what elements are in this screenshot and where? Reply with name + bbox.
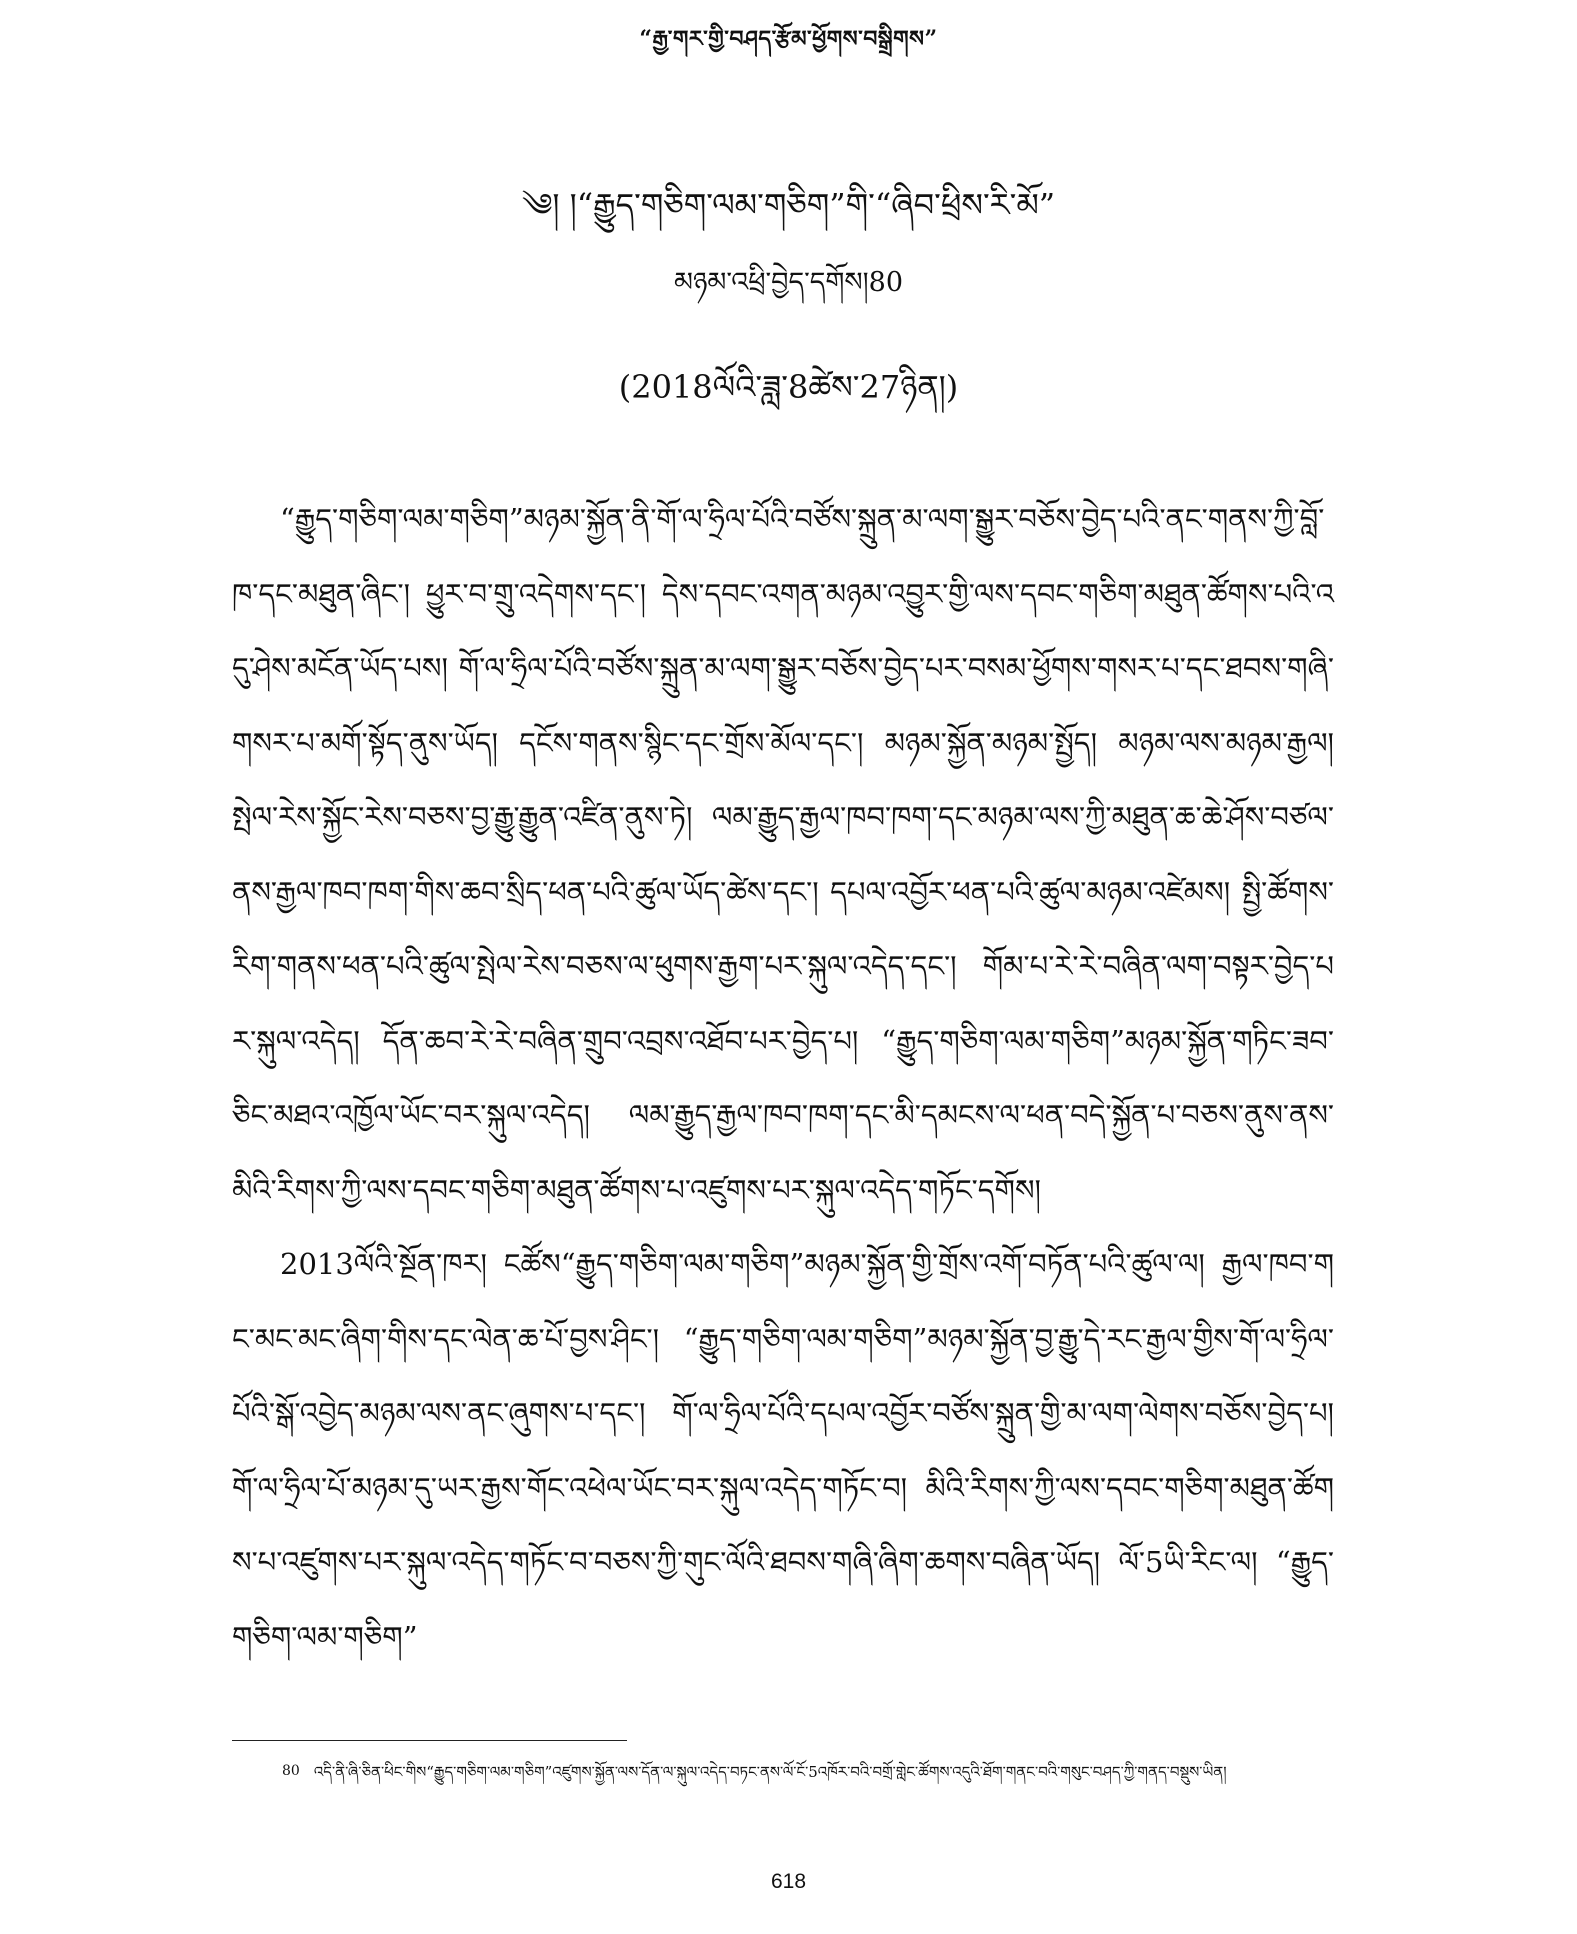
footnote-divider — [232, 1740, 627, 1741]
speech-number: མཉམ་འཕྲི་བྱེད་དགོས།80 — [673, 267, 904, 298]
body-text — [232, 482, 1334, 1674]
page-number: 618 — [770, 1870, 807, 1893]
paragraph-1: “རྒྱུད་གཅིག་ལམ་གཅིག”མཉམ་སྐྱོན་ནི་གོ་ལ་ཧྲིལ་པོའི་བཙོས་སྐྲུན་མ་ལག་སྒྱུར་བཅོས་བྱེད་པའི་ནང་གནས་ཀྱི་བློ་ཁ་དང་མཐུན་ཞིང་། ཕྱུར་བ་གྲུ་འདེགས་དང་། དེས་དབང་འགན་མཉམ་འབྱུར་གྱི་ལས་དབང་གཅིག་མཐུན་ཚོགས་པའི་འདུ་ཤེས་མངོན་ཡོད་པས། གོ་ལ་ཧྲིལ་པོའི་བཙོས་སྐྲུན་མ་ལག་སྒྱུར་བཅོས་བྱེད་པར་བསམ་ཕྱོགས་གསར་པ་དང་ཐབས་གཞི་གསར་པ་མགོ་སྟོད་ནུས་ཡོད། དངོས་གནས་སྙིང་དང་གྲོས་མོལ་དང་། མཉམ་སྐྱོན་མཉམ་སྤྱོད། མཉམ་ལས་མཉམ་རྒྱལ། སྤེལ་རེས་སྐྱོང་རེས་བཅས་བྱ་རྒྱུ་རྒྱུན་འཛིན་ནུས་ཏེ། ལམ་རྒྱུད་རྒྱལ་ཁབ་ཁག་དང་མཉམ་ལས་ཀྱི་མཐུན་ཆ་ཆེ་ཤོས་བཙལ་ནས་རྒྱལ་ཁབ་ཁག་གིས་ཆབ་སྲིད་ཕན་པའི་ཚུལ་ཡོད་ཚེས་དང་། དཔལ་འབྱོར་ཕན་པའི་ཚུལ་མཉམ་འཛེམས། སྤྱི་ཚོགས་རིག་གནས་ཕན་པའི་ཚུལ་སྤེལ་རེས་བཅས་ལ་ཕུགས་རྒྱག་པར་སྐུལ་འདེད་དང་། གོམ་པ་རེ་རེ་བཞིན་ལག་བསྟར་བྱེད་པར་སྐུལ་འདེད། དོན་ཆབ་རེ་རེ་བཞིན་གྲུབ་འབྲས་འཐོབ་པར་བྱེད་པ། “རྒྱུད་གཅིག་ལམ་གཅིག”མཉམ་སྐྱོན་གཏིང་ཟབ་ཅིང་མཐའ་འཁྱོལ་ཡོང་བར་སྐུལ་འདེད། ལམ་རྒྱུད་རྒྱལ་ཁབ་ཁག་དང་མི་དམངས་ལ་ཕན་བདེ་སྐྱོན་པ་བཅས་ནུས་ནས་མིའི་རིགས་ཀྱི་ལས་དབང་གཅིག་མཐུན་ཚོགས་པ་འཛུགས་པར་སྐུལ་འདེད་གཏོང་དགོས། — [232, 502, 1334, 1207]
footnote-number: 80 — [282, 1763, 300, 1779]
running-header: “རྒྱ་གར་གྱི་བཤད་རྩོམ་ཕྱོགས་བསྒྲིགས” — [639, 26, 938, 52]
footnote-text: འདི་ནི་ཞི་ཅིན་ཕིང་གིས“རྒྱུད་གཅིག་ལམ་གཅིག”འཛུགས་སྐྱོན་ལས་དོན་ལ་སྐུལ་འདེད་བཏང་ནས་ལོ་ངོ་5འཁོར་བའི་བགྲོ་གླེང་ཚོགས་འདུའི་ཐོག་གནང་བའི་གསུང་བཤད་ཀྱི་གནད་བསྡུས་ཡིན། — [313, 1763, 1227, 1781]
footnote — [282, 1760, 1334, 1783]
paragraph-2: 2013ལོའི་སྔོན་ཁར། ངཚོས“རྒྱུད་གཅིག་ལམ་གཅིག”མཉམ་སྐྱོན་གྱི་གྲོས་འགོ་བཏོན་པའི་ཚུལ་ལ། རྒྱལ་ཁབ་གང་མང་མང་ཞིག་གིས་དང་ལེན་ཆ་པོ་བྱས་ཤིང་། “རྒྱུད་གཅིག་ལམ་གཅིག”མཉམ་སྐྱོན་བྱ་རྒྱུ་དེ་རང་རྒྱལ་གྱིས་གོ་ལ་ཧྲིལ་པོའི་སྒོ་འབྱེད་མཉམ་ལས་ནང་ཞུགས་པ་དང་། གོ་ལ་ཧྲིལ་པོའི་དཔལ་འབྱོར་བཙོས་སྐྲུན་གྱི་མ་ལག་ལེགས་བཅོས་བྱེད་པ། གོ་ལ་ཧྲིལ་པོ་མཉམ་དུ་ཡར་རྒྱས་གོང་འཕེལ་ཡོང་བར་སྐུལ་འདེད་གཏོང་བ། མིའི་རིགས་ཀྱི་ལས་དབང་གཅིག་མཐུན་ཚོགས་པ་འཛུགས་པར་སྐུལ་འདེད་གཏོང་བ་བཅས་ཀྱི་གུང་ལོའི་ཐབས་གཞི་ཞིག་ཆགས་བཞིན་ཡོད། ལོ་5ཡི་རིང་ལ། “རྒྱུད་གཅིག་ལམ་གཅིག” — [232, 1247, 1334, 1654]
speech-date: (2018ལོའི་ཟླ་8ཚེས་27ཉིན།) — [618, 368, 959, 406]
speech-title: ༄། །“རྒྱུད་གཅིག་ལམ་གཅིག”གི་“ཞིབ་ཕྲིས་རི་མོ” — [521, 186, 1056, 224]
